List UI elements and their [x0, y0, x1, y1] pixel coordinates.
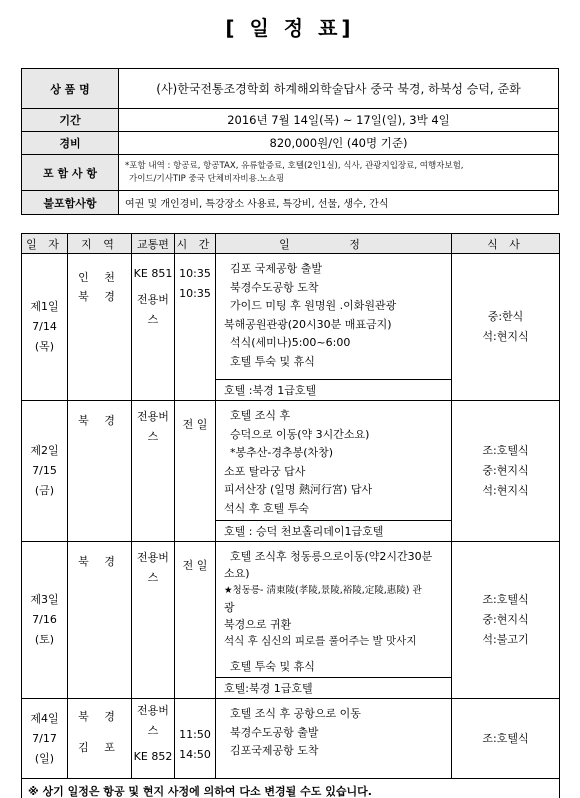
day1-item: 석식(세미나)5:00~6:00 — [230, 336, 351, 349]
period-label: 기간 — [22, 109, 119, 132]
day4-time1: 11:50 — [179, 728, 211, 741]
include-line-2: 가이드/기사TIP 중국 단체비자비용.노쇼핑 — [129, 173, 285, 184]
day3-place — [68, 542, 132, 699]
day2-meal: 중:현지식 — [482, 464, 529, 477]
day3-items — [216, 542, 452, 678]
day3-time1: 전 일 — [182, 559, 208, 572]
day4-place1: 북 경 — [78, 710, 121, 723]
exclude-value: 여권 및 개인경비, 특강장소 사용료, 특강비, 선물, 생수, 간식 — [119, 191, 559, 215]
period-value: 2016년 7월 14일(목) ~ 17일(일), 3박 4일 — [119, 109, 559, 132]
day2-time1: 전 일 — [182, 418, 208, 431]
day1-item: 호텔 투숙 및 휴식 — [230, 354, 315, 368]
day3-item: 북경으로 귀환 — [224, 618, 292, 631]
day1-items — [216, 254, 452, 380]
day3-item: 광 — [224, 601, 235, 614]
day1-item: 김포 국제공항 출발 — [230, 262, 323, 275]
day4-date: 7/17 — [32, 731, 57, 745]
day4-time2: 14:50 — [179, 748, 211, 761]
footer-note: ※ 상기 일정은 항공 및 현지 사정에 의하여 다소 변경될 수도 있습니다. — [22, 779, 560, 798]
day4-item: 북경수도공항 출발 — [230, 725, 319, 739]
day3-weekday: (토) — [34, 633, 55, 646]
day2-meal: 조:호텔식 — [482, 444, 529, 457]
day3-meal: 석:불고기 — [482, 633, 529, 646]
day4-cell — [22, 699, 68, 779]
day2-item: 호텔 조식 후 — [230, 409, 291, 422]
day2-transport1: 전용버스 — [137, 410, 169, 443]
day1-place2: 북 경 — [78, 290, 121, 303]
day2-date: 7/15 — [32, 464, 57, 477]
day1-transport2: 전용버스 — [137, 293, 169, 326]
day3-item — [224, 650, 447, 658]
product-value: (사)한국전통조경학회 하계해외학술답사 중국 북경, 하북성 승덕, 준화 — [119, 69, 559, 109]
day1-cell — [22, 254, 68, 401]
header-day: 일 자 — [22, 234, 68, 254]
day4-time — [175, 699, 216, 779]
day2-transport — [132, 401, 175, 542]
cost-label: 경비 — [22, 132, 119, 155]
include-line-1: *포함 내역 : 항공료, 항공TAX, 유류할증료, 호텔(2인1실), 식사, 관광지입장료, 여행자보험, — [125, 160, 464, 171]
day3-place1: 북 경 — [78, 555, 121, 568]
day2-item: 석식 후 호텔 투숙 — [224, 501, 309, 515]
day1-time2: 10:35 — [179, 287, 211, 300]
day2-time — [175, 401, 216, 542]
day4-meals — [452, 699, 560, 779]
day1-place1: 인 천 — [78, 271, 121, 284]
day1-meal: 석:현지식 — [482, 330, 529, 343]
header-meal: 식 사 — [452, 234, 560, 254]
day4-transport2: KE 852 — [133, 750, 173, 763]
day2-place — [68, 401, 132, 542]
page-title: [ 일 정 표] — [225, 16, 355, 40]
day3-item: 석식 후 심신의 피로를 풀어주는 발 맛사지 — [224, 635, 417, 647]
day4-place2: 김 포 — [78, 741, 121, 754]
day1-date: 7/14 — [32, 320, 57, 333]
day3-transport1: 전용버스 — [137, 551, 169, 584]
day1-place — [68, 254, 132, 401]
day3-meals — [452, 542, 560, 699]
day1-item: 가이드 미팅 후 원명원 .이화원관광 — [230, 299, 397, 312]
day4-items — [216, 699, 452, 779]
day2-weekday: (금) — [34, 484, 55, 497]
day3-item: 호텔 투숙 및 휴식 — [230, 660, 315, 673]
day1-hotel: 호텔 :북경 1급호텔 — [216, 380, 452, 401]
day2-place1: 북 경 — [78, 414, 121, 427]
info-table — [21, 68, 559, 215]
day2-meal: 석:현지식 — [482, 484, 529, 497]
day3-transport — [132, 542, 175, 699]
day1-transport — [132, 254, 175, 401]
day2-cell — [22, 401, 68, 542]
day2-items — [216, 401, 452, 521]
day1-meals — [452, 254, 560, 401]
product-label: 상 품 명 — [22, 69, 119, 109]
day2-item: 소포 탈라궁 답사 — [224, 464, 306, 478]
day3-item: ★청동릉- 淸東陵(孝陵,景陵,裕陵,定陵,惠陵) 관 — [224, 585, 422, 596]
day3-meal: 중:현지식 — [482, 613, 529, 626]
day3-date: 7/16 — [32, 613, 57, 626]
day2-hotel: 호텔 : 승덕 천보홀리데이1급호텔 — [216, 521, 452, 542]
header-schedule: 일 정 — [216, 234, 452, 254]
day3-cell — [22, 542, 68, 699]
cost-value: 820,000원/인 (40명 기준) — [119, 132, 559, 155]
day1-meal: 중:한식 — [487, 310, 524, 323]
day1-weekday: (목) — [34, 340, 55, 353]
day1-label: 제1일 — [30, 300, 59, 313]
day1-time1: 10:35 — [179, 267, 211, 280]
header-place: 지 역 — [68, 234, 132, 254]
day1-item: 북해공원관광(20시30분 매표금지) — [224, 317, 392, 331]
day3-time — [175, 542, 216, 699]
day3-item: 호텔 조식후 청동릉으로이동(약2시간30분 — [230, 550, 433, 563]
day1-transport1: KE 851 — [133, 267, 173, 280]
day2-label: 제2일 — [30, 444, 59, 457]
day2-item: 피서산장 (일명 熱河行宮) 답사 — [224, 483, 373, 496]
day4-item: 호텔 조식 후 공항으로 이동 — [230, 707, 361, 720]
day4-label: 제4일 — [30, 711, 59, 725]
day3-label: 제3일 — [30, 593, 59, 606]
schedule-table — [21, 233, 560, 798]
day4-item: 김포국제공항 도착 — [230, 744, 319, 757]
day1-item: 북경수도공항 도착 — [230, 280, 319, 294]
header-time: 시 간 — [175, 234, 216, 254]
day3-meal: 조:호텔식 — [482, 593, 529, 606]
exclude-label: 불포함사항 — [22, 191, 119, 215]
day3-hotel: 호텔:북경 1급호텔 — [216, 678, 452, 699]
day4-place — [68, 699, 132, 779]
day1-time — [175, 254, 216, 401]
day2-item: 승덕으로 이동(약 3시간소요) — [230, 427, 370, 441]
include-label: 포 함 사 항 — [22, 155, 119, 191]
header-transport: 교통편 — [132, 234, 175, 254]
day4-weekday: (일) — [34, 751, 55, 765]
day4-transport1: 전용버스 — [137, 704, 169, 737]
day4-meal: 조:호텔식 — [482, 731, 529, 745]
day4-transport — [132, 699, 175, 779]
include-value — [119, 155, 559, 191]
day3-item: 소요) — [224, 567, 250, 580]
day2-item: *봉추산-경추봉(차창) — [230, 446, 334, 459]
day2-meals — [452, 401, 560, 542]
